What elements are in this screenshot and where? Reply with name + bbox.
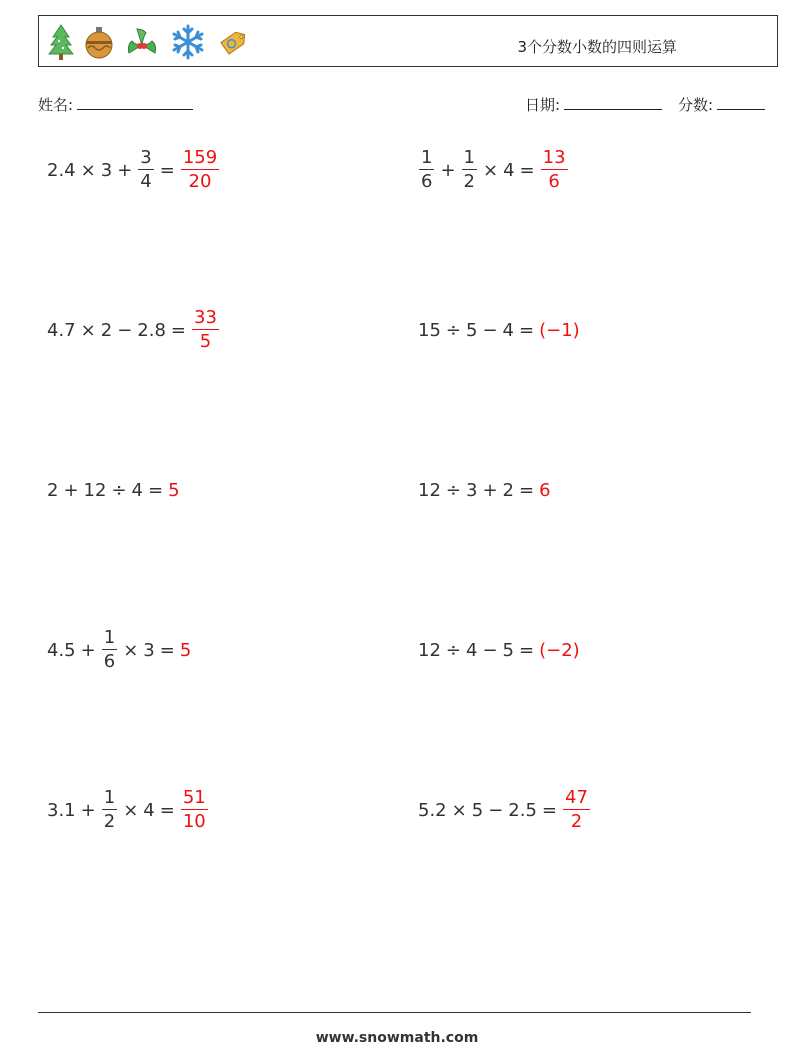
expression-token: 2 [502, 479, 514, 501]
problem-2 [418, 144, 569, 196]
expression-token: = [159, 639, 175, 661]
denominator: 20 [188, 171, 212, 192]
expression-token: + [440, 159, 456, 181]
fraction [462, 149, 477, 191]
page-title: 3个分数小数的四则运算 [517, 38, 677, 56]
expression-token: 4 [503, 159, 515, 181]
expression-token: 2.8 [137, 319, 166, 341]
expression-token: − [488, 799, 504, 821]
expression-token: × [80, 159, 96, 181]
fraction [102, 629, 117, 671]
denominator: 6 [103, 651, 116, 672]
expression-token: 4 [466, 639, 478, 661]
fraction [102, 789, 117, 831]
expression-token: 2.5 [508, 799, 537, 821]
expression-token: + [63, 479, 79, 501]
score-label: 分数: [678, 96, 714, 114]
denominator: 2 [463, 171, 475, 192]
expression-token: − [482, 639, 498, 661]
numerator: 1 [463, 147, 475, 168]
answer-fraction [181, 789, 208, 831]
expression-token: ÷ [445, 639, 461, 661]
problem-10 [418, 784, 591, 836]
expression-token: 2 [100, 319, 113, 341]
expression-token: 12 [83, 479, 107, 501]
expression-token: 3 [466, 479, 478, 501]
christmas-tree-icon [47, 23, 75, 61]
expression-token: 4 [502, 319, 514, 341]
expression-token: = [519, 479, 535, 501]
answer-fraction [192, 309, 219, 351]
holly-icon [123, 23, 161, 61]
date-field [525, 94, 662, 115]
score-field [678, 94, 765, 115]
answer: (−1) [539, 319, 580, 341]
denominator: 6 [421, 171, 433, 192]
expression-token: 2.4 [47, 159, 76, 181]
expression-token: ÷ [445, 319, 461, 341]
expression-token: 4.7 [47, 319, 76, 341]
expression-token: 3.1 [47, 799, 76, 821]
expression-token: 4 [143, 799, 155, 821]
footer-divider [38, 1012, 751, 1013]
denominator: 2 [570, 811, 583, 832]
denominator: 5 [199, 331, 212, 352]
numerator: 1 [421, 147, 433, 168]
expression-token: − [482, 319, 498, 341]
numerator: 3 [140, 147, 152, 168]
numerator: 51 [182, 787, 206, 808]
numerator: 13 [542, 147, 566, 168]
numerator: 1 [103, 627, 116, 648]
expression-token: + [80, 639, 96, 661]
name-blank[interactable] [77, 95, 193, 110]
answer-fraction [181, 149, 219, 191]
numerator: 1 [103, 787, 116, 808]
numerator: 33 [194, 307, 217, 328]
fraction [419, 149, 434, 191]
problem-5 [47, 464, 180, 516]
expression-token: + [80, 799, 96, 821]
expression-token: = [159, 799, 175, 821]
date-blank[interactable] [564, 95, 662, 110]
problem-4 [418, 304, 580, 356]
expression-token: × [483, 159, 499, 181]
expression-token: = [519, 159, 535, 181]
name-field [38, 94, 193, 115]
fraction [138, 149, 153, 191]
expression-token: = [170, 319, 187, 341]
footer-url: www.snowmath.com [315, 1030, 479, 1046]
expression-token: − [117, 319, 133, 341]
problem-7 [47, 624, 191, 676]
expression-token: 12 [418, 479, 441, 501]
expression-token: 5.2 [418, 799, 447, 821]
denominator: 2 [103, 811, 116, 832]
expression-token: = [541, 799, 558, 821]
problem-8 [418, 624, 580, 676]
answer: 6 [539, 479, 551, 501]
expression-token: 5 [502, 639, 514, 661]
problem-6 [418, 464, 551, 516]
problem-1 [47, 144, 220, 196]
expression-token: + [482, 479, 498, 501]
expression-token: ÷ [445, 479, 461, 501]
expression-token: 12 [418, 639, 441, 661]
expression-token: 4.5 [47, 639, 76, 661]
snowflake-icon [169, 23, 207, 61]
answer-fraction [541, 149, 568, 191]
expression-token: = [519, 639, 535, 661]
numerator: 47 [565, 787, 588, 808]
expression-token: 5 [466, 319, 478, 341]
expression-token: × [451, 799, 467, 821]
answer: 5 [179, 639, 192, 661]
denominator: 6 [548, 171, 560, 192]
expression-token: = [159, 159, 175, 181]
expression-token: 5 [471, 799, 484, 821]
expression-token: × [80, 319, 96, 341]
expression-token: 2 [47, 479, 59, 501]
expression-token: × [123, 639, 139, 661]
ornament-ball-icon [83, 23, 115, 61]
gift-tag-icon [215, 23, 253, 61]
expression-token: 4 [131, 479, 143, 501]
score-blank[interactable] [717, 95, 765, 110]
expression-token: × [123, 799, 139, 821]
expression-token: 3 [100, 159, 113, 181]
denominator: 10 [182, 811, 206, 832]
expression-token: = [148, 479, 164, 501]
expression-token: = [519, 319, 535, 341]
header-box [38, 15, 778, 67]
header-icons [47, 22, 253, 62]
numerator: 159 [182, 147, 218, 168]
name-label: 姓名: [38, 96, 74, 114]
problem-9 [47, 784, 209, 836]
answer: 5 [168, 479, 180, 501]
expression-token: 3 [143, 639, 155, 661]
denominator: 4 [140, 171, 152, 192]
date-label: 日期: [525, 96, 561, 114]
expression-token: ÷ [111, 479, 127, 501]
problem-3 [47, 304, 220, 356]
expression-token: 15 [418, 319, 441, 341]
answer: (−2) [539, 639, 580, 661]
expression-token: + [117, 159, 133, 181]
answer-fraction [563, 789, 590, 831]
